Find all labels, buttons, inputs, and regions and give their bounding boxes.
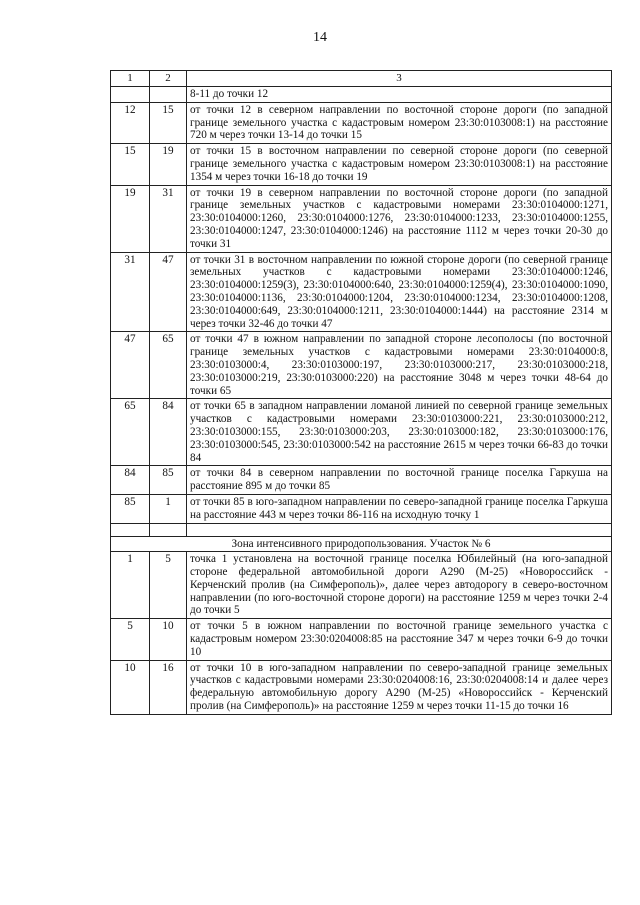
boundary-description: от точки 31 в восточном направлении по южной стороне дороги (по северной границе земельных участков с кадастровыми номерами 23:30:0104000:1246, 23:30:0104000:1259(3), 23:30:0104000:640, 23:30:0104000:1259(4), 23:30:0104000:1090, 23:30:0104000:1136, 23:30:0104000:1204, 23:30:0104000:1234, 23:30:0104000:1208, 23:30:0104000:649, 23:30:0104000:1211, 23:30:0104000:1444) на расстояние 2314 м через точки 32-46 до точки 47 (187, 252, 612, 332)
zone-title: Зона интенсивного природопользования. Участок № 6 (111, 536, 612, 552)
boundary-description: от точки 19 в северном направлении по восточной стороне дороги (по западной границе земельных участков с кадастровыми номерами 23:30:0104000:1271, 23:30:0104000:1260, 23:30:0104000:1276, 23:30:0104000:1233, 23:30:0104000:1255, 23:30:0104000:1247, 23:30:0104000:1246) на расстояние 1112 м через точки 20-30 до точки 31 (187, 185, 612, 252)
header-col-3: 3 (187, 71, 612, 87)
boundary-table (110, 70, 612, 715)
to-point: 5 (150, 552, 187, 619)
to-point: 16 (150, 660, 187, 714)
to-point: 84 (150, 399, 187, 466)
zone-title-row (111, 536, 612, 552)
table-row (111, 185, 612, 252)
to-point: 1 (150, 494, 187, 523)
from-point: 12 (111, 102, 150, 143)
header-col-2: 2 (150, 71, 187, 87)
from-point: 84 (111, 466, 150, 495)
boundary-description: от точки 12 в северном направлении по восточной стороне дороги (по западной границе земельного участка с кадастровым номером 23:30:0103008:1) на расстояние 720 м через точки 13-14 до точки 15 (187, 102, 612, 143)
header-col-1: 1 (111, 71, 150, 87)
boundary-description: от точки 5 в южном направлении по восточной границе земельного участка с кадастровым номером 23:30:0204008:85 на расстояние 347 м через точки 6-9 до точки 10 (187, 619, 612, 660)
to-point: 15 (150, 102, 187, 143)
from-point (111, 87, 150, 103)
boundary-description: от точки 85 в юго-западном направлении по северо-западной границе поселка Гаркуша на расстояние 443 м через точки 86-116 на исходную точку 1 (187, 494, 612, 523)
boundary-description: от точки 84 в северном направлении по восточной границе поселка Гаркуша на расстояние 895 м до точки 85 (187, 466, 612, 495)
page-number: 14 (313, 30, 327, 45)
from-point: 19 (111, 185, 150, 252)
table-header-row (111, 71, 612, 87)
table-row (111, 494, 612, 523)
to-point: 65 (150, 332, 187, 399)
table-row (111, 619, 612, 660)
boundary-description: от точки 15 в восточном направлении по северной стороне дороги (по северной границе земельного участка с кадастровым номером 23:30:0103008:1) на расстояние 1354 м через точки 16-18 до точки 19 (187, 144, 612, 185)
table-row (111, 87, 612, 103)
from-point: 65 (111, 399, 150, 466)
table-row (111, 466, 612, 495)
table-row (111, 332, 612, 399)
from-point: 1 (111, 552, 150, 619)
boundary-description: от точки 10 в юго-западном направлении по северо-западной границе земельных участков с кадастровыми номерами 23:30:0204008:16, 23:30:0204008:14 и далее через федеральную автомобильную дорогу А290 (М-25) «Новороссийск - Керченский пролив (на Симферополь)» на расстояние 1259 м через точки 11-15 до точки 16 (187, 660, 612, 714)
empty-cell (111, 523, 150, 536)
boundary-description: от точки 47 в южном направлении по западной стороне лесополосы (по восточной границе земельных участков с кадастровыми номерами 23:30:0104000:8, 23:30:0103000:4, 23:30:0103000:197, 23:30:0103000:217, 23:30:0103000:218, 23:30:0103000:219, 23:30:0103000:220) на расстояние 3048 м через точки 48-64 до точки 65 (187, 332, 612, 399)
to-point: 85 (150, 466, 187, 495)
boundary-description: 8-11 до точки 12 (187, 87, 612, 103)
table-row (111, 102, 612, 143)
from-point: 47 (111, 332, 150, 399)
from-point: 15 (111, 144, 150, 185)
to-point: 19 (150, 144, 187, 185)
boundary-description: точка 1 установлена на восточной границе поселка Юбилейный (на юго-западной стороне федеральной автомобильной дороги А290 (М-25) «Новороссийск - Керченский пролив (на Симферополь)», далее через автодорогу в северо-восточном направлении (по юго-восточной стороне дороги) на расстояние 1259 м через точки 2-4 до точки 5 (187, 552, 612, 619)
to-point (150, 87, 187, 103)
from-point: 85 (111, 494, 150, 523)
empty-cell (187, 523, 612, 536)
table-row (111, 252, 612, 332)
from-point: 10 (111, 660, 150, 714)
table-row (111, 144, 612, 185)
table-row (111, 399, 612, 466)
table-row (111, 552, 612, 619)
table-row (111, 660, 612, 714)
from-point: 31 (111, 252, 150, 332)
empty-row (111, 523, 612, 536)
to-point: 31 (150, 185, 187, 252)
boundary-description: от точки 65 в западном направлении ломаной линией по северной границе земельных участков с кадастровыми номерами 23:30:0103000:221, 23:30:0103000:212, 23:30:0103000:155, 23:30:0103000:203, 23:30:0103000:182, 23:30:0103000:176, 23:30:0103000:545, 23:30:0103000:542 на расстояние 2615 м через точки 66-83 до точки 84 (187, 399, 612, 466)
from-point: 5 (111, 619, 150, 660)
to-point: 47 (150, 252, 187, 332)
to-point: 10 (150, 619, 187, 660)
empty-cell (150, 523, 187, 536)
